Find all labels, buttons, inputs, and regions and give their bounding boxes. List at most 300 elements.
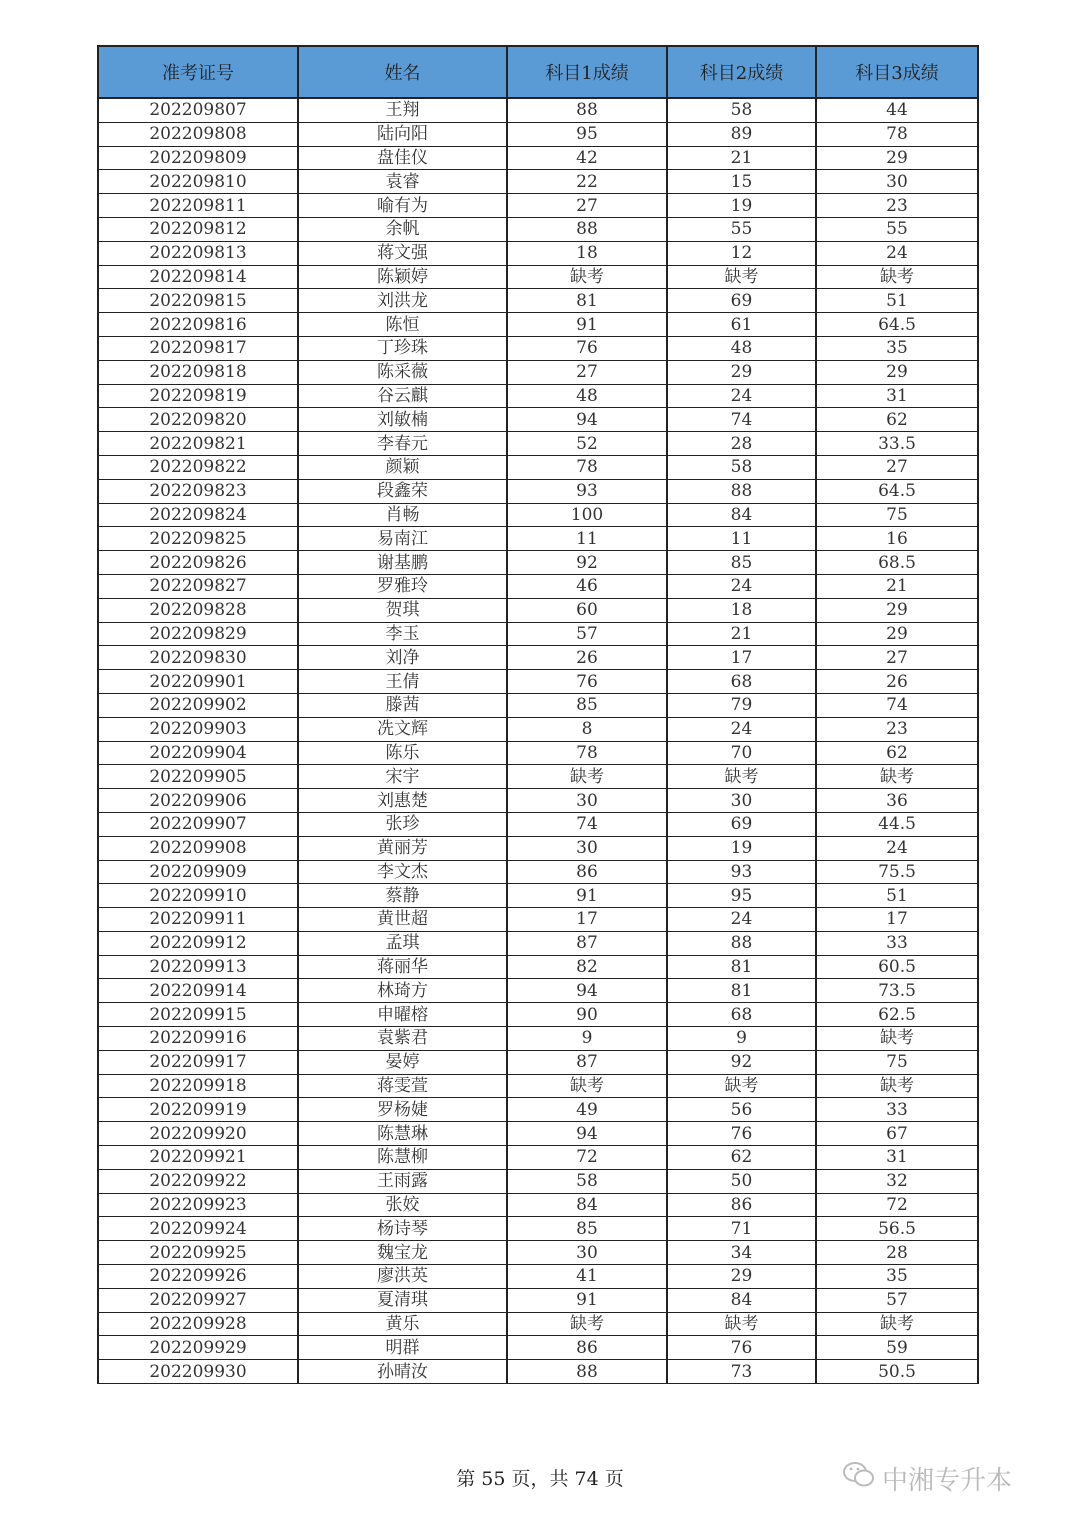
cell-subject2: 76 — [667, 1122, 816, 1146]
table-row — [98, 479, 978, 503]
table-row — [98, 1360, 978, 1384]
cell-name: 申曜榕 — [298, 1003, 507, 1027]
cell-name: 蒋文强 — [298, 241, 507, 265]
wechat-icon — [842, 1460, 876, 1497]
cell-name: 丁珍珠 — [298, 336, 507, 360]
table-row — [98, 360, 978, 384]
page-footer: 第 55 页，共 74 页 — [456, 1468, 624, 1490]
cell-exam-id: 202209911 — [98, 908, 298, 932]
cell-subject1: 缺考 — [507, 1312, 667, 1336]
cell-exam-id: 202209908 — [98, 836, 298, 860]
header-name: 姓名 — [298, 46, 507, 98]
table-row — [98, 170, 978, 194]
cell-name: 王翔 — [298, 98, 507, 122]
cell-name: 王倩 — [298, 670, 507, 694]
cell-subject3: 32 — [816, 1169, 978, 1193]
cell-subject1: 87 — [507, 1050, 667, 1074]
cell-exam-id: 202209915 — [98, 1003, 298, 1027]
cell-name: 晏婷 — [298, 1050, 507, 1074]
cell-subject2: 缺考 — [667, 1312, 816, 1336]
cell-name: 孙晴汝 — [298, 1360, 507, 1384]
cell-subject1: 87 — [507, 931, 667, 955]
cell-subject1: 81 — [507, 289, 667, 313]
table-row — [98, 122, 978, 146]
cell-subject3: 33.5 — [816, 432, 978, 456]
cell-subject2: 69 — [667, 289, 816, 313]
header-exam-id: 准考证号 — [98, 46, 298, 98]
cell-subject3: 51 — [816, 884, 978, 908]
cell-subject3: 57 — [816, 1288, 978, 1312]
cell-subject2: 81 — [667, 955, 816, 979]
cell-subject3: 24 — [816, 836, 978, 860]
cell-subject3: 62 — [816, 741, 978, 765]
table-row — [98, 836, 978, 860]
cell-subject1: 94 — [507, 408, 667, 432]
table-row — [98, 146, 978, 170]
cell-subject2: 68 — [667, 1003, 816, 1027]
cell-name: 黄世超 — [298, 908, 507, 932]
cell-exam-id: 202209816 — [98, 313, 298, 337]
cell-exam-id: 202209813 — [98, 241, 298, 265]
cell-subject2: 68 — [667, 670, 816, 694]
cell-subject1: 94 — [507, 979, 667, 1003]
cell-subject3: 36 — [816, 789, 978, 813]
score-table — [97, 45, 979, 1384]
cell-subject1: 78 — [507, 741, 667, 765]
cell-subject1: 46 — [507, 574, 667, 598]
table-row — [98, 931, 978, 955]
cell-exam-id: 202209822 — [98, 455, 298, 479]
cell-subject1: 92 — [507, 551, 667, 575]
cell-exam-id: 202209828 — [98, 598, 298, 622]
cell-name: 谢基鹏 — [298, 551, 507, 575]
cell-subject3: 缺考 — [816, 1027, 978, 1051]
table-row — [98, 812, 978, 836]
cell-exam-id: 202209905 — [98, 765, 298, 789]
cell-name: 易南江 — [298, 527, 507, 551]
cell-name: 李玉 — [298, 622, 507, 646]
table-row — [98, 432, 978, 456]
cell-subject1: 41 — [507, 1265, 667, 1289]
cell-exam-id: 202209918 — [98, 1074, 298, 1098]
cell-subject2: 30 — [667, 789, 816, 813]
cell-subject3: 60.5 — [816, 955, 978, 979]
table-row — [98, 1146, 978, 1170]
cell-subject3: 62.5 — [816, 1003, 978, 1027]
cell-name: 杨诗琴 — [298, 1217, 507, 1241]
table-row — [98, 98, 978, 122]
cell-exam-id: 202209815 — [98, 289, 298, 313]
cell-name: 喻有为 — [298, 194, 507, 218]
table-row — [98, 765, 978, 789]
cell-subject3: 33 — [816, 1098, 978, 1122]
cell-subject1: 30 — [507, 1241, 667, 1265]
cell-subject2: 73 — [667, 1360, 816, 1384]
table-row — [98, 955, 978, 979]
cell-subject3: 44 — [816, 98, 978, 122]
cell-subject3: 27 — [816, 455, 978, 479]
cell-subject1: 30 — [507, 789, 667, 813]
cell-name: 夏清琪 — [298, 1288, 507, 1312]
cell-subject1: 76 — [507, 670, 667, 694]
table-row — [98, 336, 978, 360]
cell-exam-id: 202209808 — [98, 122, 298, 146]
cell-name: 段鑫荣 — [298, 479, 507, 503]
cell-subject1: 27 — [507, 194, 667, 218]
cell-subject1: 缺考 — [507, 1074, 667, 1098]
cell-subject2: 24 — [667, 384, 816, 408]
cell-subject2: 24 — [667, 908, 816, 932]
cell-exam-id: 202209916 — [98, 1027, 298, 1051]
cell-exam-id: 202209924 — [98, 1217, 298, 1241]
table-row — [98, 265, 978, 289]
cell-name: 孟琪 — [298, 931, 507, 955]
cell-exam-id: 202209902 — [98, 693, 298, 717]
cell-subject3: 缺考 — [816, 765, 978, 789]
cell-name: 刘敏楠 — [298, 408, 507, 432]
cell-subject2: 84 — [667, 503, 816, 527]
table-row — [98, 217, 978, 241]
cell-subject3: 56.5 — [816, 1217, 978, 1241]
cell-subject3: 缺考 — [816, 1074, 978, 1098]
cell-subject3: 31 — [816, 1146, 978, 1170]
cell-subject2: 50 — [667, 1169, 816, 1193]
table-row — [98, 646, 978, 670]
cell-subject1: 78 — [507, 455, 667, 479]
cell-subject1: 91 — [507, 884, 667, 908]
cell-name: 袁紫君 — [298, 1027, 507, 1051]
cell-subject1: 18 — [507, 241, 667, 265]
cell-subject2: 28 — [667, 432, 816, 456]
cell-exam-id: 202209914 — [98, 979, 298, 1003]
cell-subject1: 42 — [507, 146, 667, 170]
cell-subject1: 74 — [507, 812, 667, 836]
cell-subject2: 34 — [667, 1241, 816, 1265]
cell-subject3: 55 — [816, 217, 978, 241]
cell-subject2: 81 — [667, 979, 816, 1003]
cell-subject1: 26 — [507, 646, 667, 670]
cell-subject1: 52 — [507, 432, 667, 456]
cell-subject1: 85 — [507, 693, 667, 717]
cell-name: 谷云麒 — [298, 384, 507, 408]
cell-exam-id: 202209818 — [98, 360, 298, 384]
cell-exam-id: 202209907 — [98, 812, 298, 836]
cell-subject2: 95 — [667, 884, 816, 908]
cell-exam-id: 202209829 — [98, 622, 298, 646]
table-row — [98, 908, 978, 932]
cell-subject2: 48 — [667, 336, 816, 360]
cell-subject1: 30 — [507, 836, 667, 860]
cell-subject1: 86 — [507, 860, 667, 884]
cell-exam-id: 202209807 — [98, 98, 298, 122]
cell-subject2: 15 — [667, 170, 816, 194]
cell-subject3: 26 — [816, 670, 978, 694]
cell-subject2: 24 — [667, 574, 816, 598]
cell-subject1: 95 — [507, 122, 667, 146]
cell-subject2: 56 — [667, 1098, 816, 1122]
cell-exam-id: 202209910 — [98, 884, 298, 908]
cell-subject2: 88 — [667, 931, 816, 955]
table-row — [98, 860, 978, 884]
cell-subject2: 62 — [667, 1146, 816, 1170]
table-row — [98, 1312, 978, 1336]
cell-subject1: 91 — [507, 313, 667, 337]
cell-subject3: 缺考 — [816, 1312, 978, 1336]
cell-name: 黄乐 — [298, 1312, 507, 1336]
cell-subject1: 27 — [507, 360, 667, 384]
cell-name: 陈采薇 — [298, 360, 507, 384]
cell-exam-id: 202209820 — [98, 408, 298, 432]
cell-exam-id: 202209926 — [98, 1265, 298, 1289]
cell-exam-id: 202209904 — [98, 741, 298, 765]
table-row — [98, 313, 978, 337]
cell-name: 刘洪龙 — [298, 289, 507, 313]
cell-subject3: 29 — [816, 146, 978, 170]
cell-exam-id: 202209817 — [98, 336, 298, 360]
cell-name: 王雨露 — [298, 1169, 507, 1193]
watermark — [842, 1460, 1012, 1497]
cell-name: 蒋丽华 — [298, 955, 507, 979]
cell-subject2: 89 — [667, 122, 816, 146]
cell-name: 刘净 — [298, 646, 507, 670]
cell-subject1: 49 — [507, 1098, 667, 1122]
cell-subject2: 19 — [667, 194, 816, 218]
cell-subject2: 93 — [667, 860, 816, 884]
cell-exam-id: 202209812 — [98, 217, 298, 241]
cell-subject2: 24 — [667, 717, 816, 741]
cell-exam-id: 202209823 — [98, 479, 298, 503]
table-row — [98, 289, 978, 313]
cell-subject3: 24 — [816, 241, 978, 265]
cell-subject3: 75 — [816, 1050, 978, 1074]
cell-subject1: 缺考 — [507, 765, 667, 789]
cell-subject1: 9 — [507, 1027, 667, 1051]
cell-subject2: 21 — [667, 622, 816, 646]
cell-subject3: 21 — [816, 574, 978, 598]
table-row — [98, 884, 978, 908]
table-row — [98, 670, 978, 694]
cell-subject2: 9 — [667, 1027, 816, 1051]
cell-exam-id: 202209901 — [98, 670, 298, 694]
cell-subject1: 93 — [507, 479, 667, 503]
cell-subject2: 85 — [667, 551, 816, 575]
cell-subject1: 82 — [507, 955, 667, 979]
header-subject3: 科目3成绩 — [816, 46, 978, 98]
cell-subject2: 18 — [667, 598, 816, 622]
cell-subject2: 92 — [667, 1050, 816, 1074]
cell-subject2: 29 — [667, 360, 816, 384]
cell-name: 张姣 — [298, 1193, 507, 1217]
cell-subject2: 84 — [667, 1288, 816, 1312]
table-row — [98, 622, 978, 646]
cell-subject3: 51 — [816, 289, 978, 313]
cell-subject1: 91 — [507, 1288, 667, 1312]
cell-subject3: 27 — [816, 646, 978, 670]
cell-name: 刘惠楚 — [298, 789, 507, 813]
table-row — [98, 741, 978, 765]
cell-subject1: 86 — [507, 1336, 667, 1360]
cell-subject3: 17 — [816, 908, 978, 932]
cell-name: 罗杨婕 — [298, 1098, 507, 1122]
cell-subject1: 17 — [507, 908, 667, 932]
cell-subject1: 85 — [507, 1217, 667, 1241]
cell-exam-id: 202209917 — [98, 1050, 298, 1074]
cell-exam-id: 202209912 — [98, 931, 298, 955]
cell-subject2: 71 — [667, 1217, 816, 1241]
cell-subject1: 100 — [507, 503, 667, 527]
cell-subject1: 58 — [507, 1169, 667, 1193]
cell-subject2: 76 — [667, 1336, 816, 1360]
cell-name: 林琦方 — [298, 979, 507, 1003]
cell-name: 颜颖 — [298, 455, 507, 479]
cell-name: 宋宇 — [298, 765, 507, 789]
table-row — [98, 1098, 978, 1122]
table-row — [98, 527, 978, 551]
table-row — [98, 1217, 978, 1241]
cell-name: 李文杰 — [298, 860, 507, 884]
cell-subject1: 60 — [507, 598, 667, 622]
cell-exam-id: 202209825 — [98, 527, 298, 551]
cell-subject3: 31 — [816, 384, 978, 408]
table-row — [98, 979, 978, 1003]
cell-exam-id: 202209909 — [98, 860, 298, 884]
cell-name: 黄丽芳 — [298, 836, 507, 860]
header-subject1: 科目1成绩 — [507, 46, 667, 98]
cell-subject3: 35 — [816, 1265, 978, 1289]
table-row — [98, 1074, 978, 1098]
cell-exam-id: 202209929 — [98, 1336, 298, 1360]
cell-name: 蒋雯萱 — [298, 1074, 507, 1098]
cell-subject1: 57 — [507, 622, 667, 646]
cell-name: 廖洪英 — [298, 1265, 507, 1289]
cell-name: 余帆 — [298, 217, 507, 241]
cell-subject2: 74 — [667, 408, 816, 432]
table-row — [98, 1193, 978, 1217]
cell-subject3: 64.5 — [816, 313, 978, 337]
cell-exam-id: 202209809 — [98, 146, 298, 170]
cell-subject1: 11 — [507, 527, 667, 551]
cell-subject3: 44.5 — [816, 812, 978, 836]
cell-subject3: 78 — [816, 122, 978, 146]
table-row — [98, 241, 978, 265]
cell-subject3: 73.5 — [816, 979, 978, 1003]
table-row — [98, 1122, 978, 1146]
cell-subject3: 64.5 — [816, 479, 978, 503]
cell-subject2: 55 — [667, 217, 816, 241]
cell-subject3: 缺考 — [816, 265, 978, 289]
table-row — [98, 1003, 978, 1027]
cell-name: 肖畅 — [298, 503, 507, 527]
cell-name: 明群 — [298, 1336, 507, 1360]
cell-subject1: 88 — [507, 98, 667, 122]
cell-subject1: 84 — [507, 1193, 667, 1217]
table-row — [98, 1288, 978, 1312]
cell-subject2: 缺考 — [667, 1074, 816, 1098]
table-row — [98, 1241, 978, 1265]
cell-name: 滕茜 — [298, 693, 507, 717]
cell-subject3: 68.5 — [816, 551, 978, 575]
cell-subject3: 28 — [816, 1241, 978, 1265]
cell-subject3: 35 — [816, 336, 978, 360]
table-row — [98, 1265, 978, 1289]
cell-exam-id: 202209923 — [98, 1193, 298, 1217]
table-row — [98, 1027, 978, 1051]
table-row — [98, 598, 978, 622]
cell-subject3: 75.5 — [816, 860, 978, 884]
cell-subject2: 11 — [667, 527, 816, 551]
cell-name: 罗雅玲 — [298, 574, 507, 598]
cell-exam-id: 202209827 — [98, 574, 298, 598]
header-subject2: 科目2成绩 — [667, 46, 816, 98]
cell-exam-id: 202209810 — [98, 170, 298, 194]
cell-subject3: 23 — [816, 717, 978, 741]
cell-subject3: 50.5 — [816, 1360, 978, 1384]
cell-exam-id: 202209811 — [98, 194, 298, 218]
table-row — [98, 789, 978, 813]
cell-subject3: 59 — [816, 1336, 978, 1360]
cell-subject3: 62 — [816, 408, 978, 432]
table-row — [98, 455, 978, 479]
watermark-text: 中湘专升本 — [882, 1466, 1013, 1496]
cell-subject1: 8 — [507, 717, 667, 741]
cell-subject1: 72 — [507, 1146, 667, 1170]
cell-subject2: 21 — [667, 146, 816, 170]
cell-name: 袁睿 — [298, 170, 507, 194]
cell-subject3: 67 — [816, 1122, 978, 1146]
cell-subject2: 58 — [667, 98, 816, 122]
cell-exam-id: 202209821 — [98, 432, 298, 456]
cell-name: 陈慧柳 — [298, 1146, 507, 1170]
table-row — [98, 574, 978, 598]
cell-name: 盘佳仪 — [298, 146, 507, 170]
cell-subject2: 19 — [667, 836, 816, 860]
table-row — [98, 551, 978, 575]
cell-name: 张珍 — [298, 812, 507, 836]
cell-subject2: 12 — [667, 241, 816, 265]
cell-name: 贺琪 — [298, 598, 507, 622]
cell-subject2: 缺考 — [667, 265, 816, 289]
cell-subject1: 90 — [507, 1003, 667, 1027]
cell-exam-id: 202209830 — [98, 646, 298, 670]
cell-name: 陈颖婷 — [298, 265, 507, 289]
table-row — [98, 1336, 978, 1360]
cell-subject3: 29 — [816, 622, 978, 646]
cell-exam-id: 202209814 — [98, 265, 298, 289]
cell-name: 魏宝龙 — [298, 1241, 507, 1265]
cell-exam-id: 202209919 — [98, 1098, 298, 1122]
cell-exam-id: 202209925 — [98, 1241, 298, 1265]
cell-subject1: 缺考 — [507, 265, 667, 289]
cell-exam-id: 202209824 — [98, 503, 298, 527]
cell-exam-id: 202209819 — [98, 384, 298, 408]
cell-subject3: 74 — [816, 693, 978, 717]
table-row — [98, 1050, 978, 1074]
cell-subject2: 缺考 — [667, 765, 816, 789]
cell-name: 李春元 — [298, 432, 507, 456]
cell-subject3: 29 — [816, 598, 978, 622]
cell-subject3: 30 — [816, 170, 978, 194]
cell-exam-id: 202209927 — [98, 1288, 298, 1312]
cell-subject3: 75 — [816, 503, 978, 527]
cell-exam-id: 202209903 — [98, 717, 298, 741]
cell-subject1: 88 — [507, 217, 667, 241]
cell-subject2: 17 — [667, 646, 816, 670]
cell-exam-id: 202209921 — [98, 1146, 298, 1170]
cell-name: 陈乐 — [298, 741, 507, 765]
cell-subject2: 61 — [667, 313, 816, 337]
cell-exam-id: 202209913 — [98, 955, 298, 979]
table-row — [98, 693, 978, 717]
